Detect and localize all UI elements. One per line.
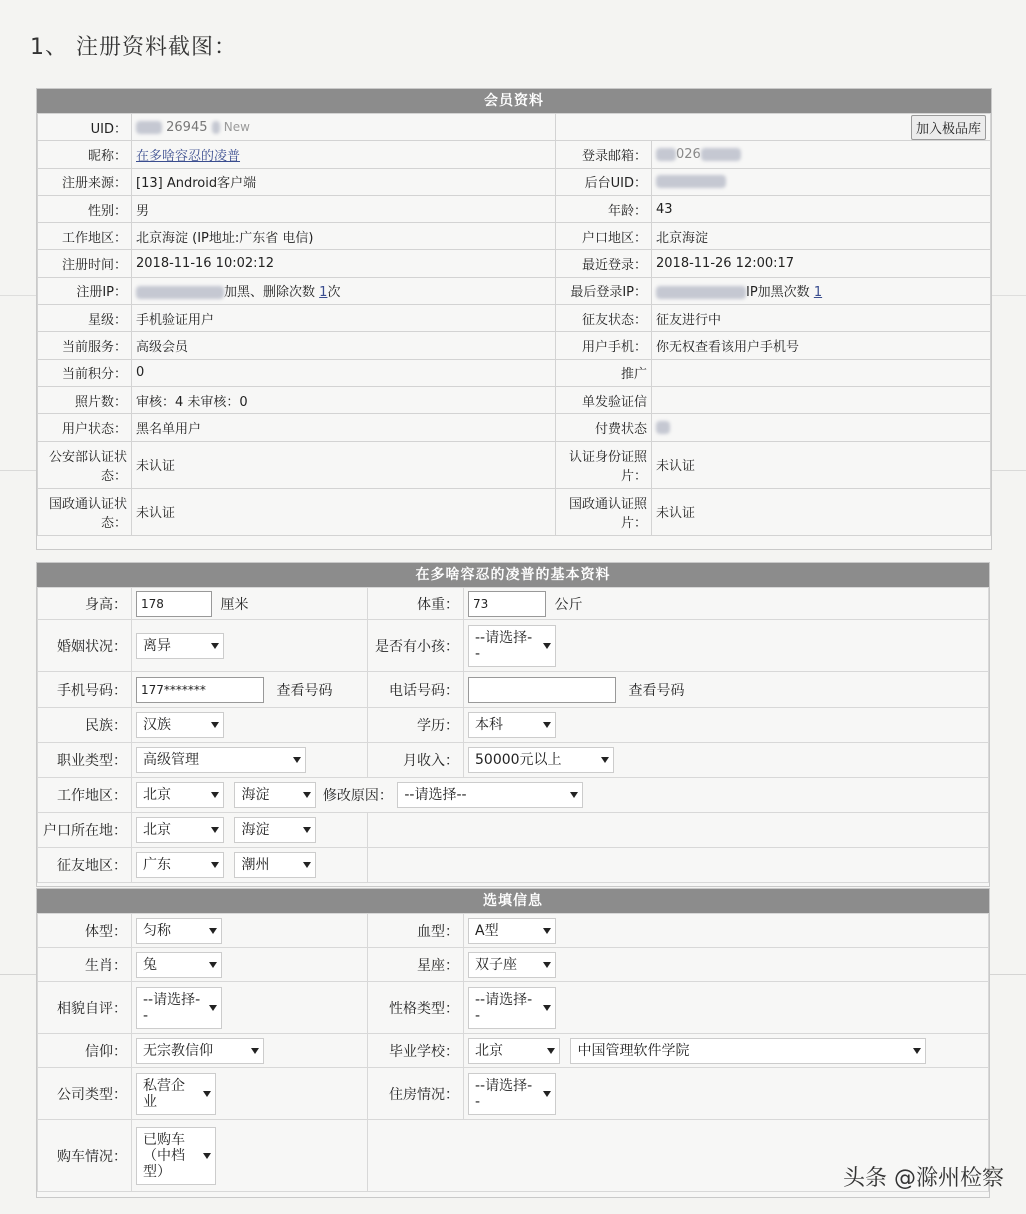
chevron-down-icon bbox=[543, 1005, 551, 1011]
reason-label: 修改原因： bbox=[322, 788, 393, 804]
chevron-down-icon bbox=[209, 928, 217, 934]
seek-province-select[interactable]: 广东 bbox=[136, 852, 224, 878]
optional-info-table bbox=[37, 913, 989, 1192]
last-login-label: 最近登录： bbox=[556, 250, 652, 277]
school-select[interactable]: 中国管理软件学院 bbox=[570, 1038, 926, 1064]
ethnic-label: 民族： bbox=[38, 708, 132, 743]
pay-status-label: 付费状态 bbox=[556, 414, 652, 441]
chevron-down-icon bbox=[303, 792, 311, 798]
school-label: 毕业学校： bbox=[368, 1034, 464, 1068]
photos-label: 照片数： bbox=[38, 386, 132, 413]
backend-uid-value bbox=[652, 168, 991, 195]
chevron-down-icon bbox=[543, 643, 551, 649]
faith-select[interactable]: 无宗教信仰 bbox=[136, 1038, 264, 1064]
company-label: 公司类型： bbox=[38, 1068, 132, 1120]
basic-info-header: 在多啥容忍的凌普的基本资料 bbox=[37, 563, 989, 587]
weight-input[interactable]: 73 bbox=[468, 591, 546, 617]
reg-ip-count-link[interactable]: 1 bbox=[319, 285, 328, 301]
friend-status-label: 征友状态： bbox=[556, 305, 652, 332]
email-value: 026 bbox=[652, 141, 991, 168]
body-select[interactable]: 匀称 bbox=[136, 918, 222, 944]
blood-select[interactable]: A型 bbox=[468, 918, 556, 944]
hukou-label: 户口地区： bbox=[556, 223, 652, 250]
member-info-header: 会员资料 bbox=[37, 89, 991, 113]
chevron-down-icon bbox=[547, 1048, 555, 1054]
guozheng-photo-value: 未认证 bbox=[652, 488, 991, 535]
nickname-label: 昵称： bbox=[38, 141, 132, 168]
points-value: 0 bbox=[132, 359, 556, 386]
work-city-select[interactable]: 北京 bbox=[136, 782, 224, 808]
optional-info-header: 选填信息 bbox=[37, 889, 989, 913]
kids-label: 是否有小孩： bbox=[368, 620, 464, 672]
source-value: [13] Android客户端 bbox=[132, 168, 556, 195]
guozheng-photo-label: 国政通认证照片： bbox=[556, 488, 652, 535]
chevron-down-icon bbox=[570, 792, 578, 798]
star-label: 星级： bbox=[38, 305, 132, 332]
zodiac-select[interactable]: 兔 bbox=[136, 952, 222, 978]
last-ip-count-link[interactable]: 1 bbox=[813, 285, 823, 301]
personality-label: 性格类型： bbox=[368, 982, 464, 1034]
nickname-link[interactable]: 在多啥容忍的凌普 bbox=[136, 148, 241, 164]
star-sign-label: 星座： bbox=[368, 948, 464, 982]
chevron-down-icon bbox=[293, 757, 301, 763]
last-ip-value: IP加黑次数 1 bbox=[652, 277, 991, 304]
id-photo-value: 未认证 bbox=[652, 441, 991, 488]
uid-label: UID： bbox=[38, 114, 132, 141]
reg-time-value: 2018-11-16 10:02:12 bbox=[132, 250, 556, 277]
mobile-input[interactable]: 177******* bbox=[136, 677, 264, 703]
car-label: 购车情况： bbox=[38, 1120, 132, 1192]
gender-label: 性别： bbox=[38, 195, 132, 222]
backend-uid-label: 后台UID： bbox=[556, 168, 652, 195]
hukou-form-label: 户口所在地： bbox=[38, 813, 132, 848]
body-label: 体型： bbox=[38, 914, 132, 948]
add-to-premium-button[interactable]: 加入极品库 bbox=[911, 115, 986, 140]
looks-select[interactable]: --请选择-- bbox=[136, 987, 222, 1029]
car-select[interactable]: 已购车（中档型） bbox=[136, 1127, 216, 1185]
hukou-value: 北京海淀 bbox=[652, 223, 991, 250]
new-badge: New bbox=[223, 119, 250, 134]
gender-value: 男 bbox=[132, 195, 556, 222]
job-select[interactable]: 高级管理 bbox=[136, 747, 306, 773]
member-info-table bbox=[37, 113, 991, 536]
income-label: 月收入： bbox=[368, 743, 464, 778]
chevron-down-icon bbox=[211, 862, 219, 868]
chevron-down-icon bbox=[303, 827, 311, 833]
edu-select[interactable]: 本科 bbox=[468, 712, 556, 738]
guozheng-auth-value: 未认证 bbox=[132, 488, 556, 535]
source-label: 注册来源： bbox=[38, 168, 132, 195]
pay-status-value bbox=[652, 414, 991, 441]
hukou-city-select[interactable]: 北京 bbox=[136, 817, 224, 843]
photos-value: 审核：4 未审核：0 bbox=[132, 386, 556, 413]
mobile-label: 手机号码： bbox=[38, 672, 132, 708]
looks-label: 相貌自评： bbox=[38, 982, 132, 1034]
age-label: 年龄： bbox=[556, 195, 652, 222]
seek-area-label: 征友地区： bbox=[38, 848, 132, 883]
chevron-down-icon bbox=[209, 962, 217, 968]
height-label: 身高： bbox=[38, 588, 132, 620]
zodiac-label: 生肖： bbox=[38, 948, 132, 982]
blood-label: 血型： bbox=[368, 914, 464, 948]
ethnic-select[interactable]: 汉族 bbox=[136, 712, 224, 738]
reg-ip-value: 加黑、删除次数 1次 bbox=[132, 277, 556, 304]
user-phone-value: 你无权查看该用户手机号 bbox=[652, 332, 991, 359]
age-value: 43 bbox=[652, 195, 991, 222]
chevron-down-icon bbox=[211, 792, 219, 798]
hukou-district-select[interactable]: 海淀 bbox=[234, 817, 316, 843]
chevron-down-icon bbox=[211, 827, 219, 833]
housing-select[interactable]: --请选择-- bbox=[468, 1073, 556, 1115]
work-area-form-label: 工作地区： bbox=[38, 778, 132, 813]
police-auth-value: 未认证 bbox=[132, 441, 556, 488]
weight-label: 体重： bbox=[368, 588, 464, 620]
points-label: 当前积分： bbox=[38, 359, 132, 386]
chevron-down-icon bbox=[303, 862, 311, 868]
chevron-down-icon bbox=[203, 1153, 211, 1159]
chevron-down-icon bbox=[251, 1048, 259, 1054]
chevron-down-icon bbox=[543, 722, 551, 728]
chevron-down-icon bbox=[601, 757, 609, 763]
friend-status-value: 征友进行中 bbox=[652, 305, 991, 332]
user-phone-label: 用户手机： bbox=[556, 332, 652, 359]
promo-label: 推广 bbox=[556, 359, 652, 386]
chevron-down-icon bbox=[543, 1091, 551, 1097]
watermark: 头条 @滁州检察 bbox=[843, 1166, 1004, 1191]
chevron-down-icon bbox=[543, 928, 551, 934]
reason-select[interactable]: --请选择-- bbox=[397, 782, 583, 808]
page-title: 1、 注册资料截图： bbox=[30, 35, 237, 60]
chevron-down-icon bbox=[209, 1005, 217, 1011]
job-label: 职业类型： bbox=[38, 743, 132, 778]
email-label: 登录邮箱： bbox=[556, 141, 652, 168]
basic-info-table bbox=[37, 587, 989, 883]
chevron-down-icon bbox=[203, 1091, 211, 1097]
chevron-down-icon bbox=[913, 1048, 921, 1054]
chevron-down-icon bbox=[543, 962, 551, 968]
reg-time-label: 注册时间： bbox=[38, 250, 132, 277]
star-value: 手机验证用户 bbox=[132, 305, 556, 332]
company-select[interactable]: 私营企业 bbox=[136, 1073, 216, 1115]
height-input[interactable]: 178 bbox=[136, 591, 212, 617]
service-label: 当前服务： bbox=[38, 332, 132, 359]
guozheng-auth-label: 国政通认证状态： bbox=[38, 488, 132, 535]
star-sign-select[interactable]: 双子座 bbox=[468, 952, 556, 978]
user-status-value: 黑名单用户 bbox=[132, 414, 556, 441]
chevron-down-icon bbox=[211, 722, 219, 728]
last-login-value: 2018-11-26 12:00:17 bbox=[652, 250, 991, 277]
police-auth-label: 公安部认证状态： bbox=[38, 441, 132, 488]
reg-ip-label: 注册IP： bbox=[38, 277, 132, 304]
seek-city-select[interactable]: 潮州 bbox=[234, 852, 316, 878]
work-area-label: 工作地区： bbox=[38, 223, 132, 250]
last-ip-label: 最后登录IP： bbox=[556, 277, 652, 304]
marriage-label: 婚姻状况： bbox=[38, 620, 132, 672]
personality-select[interactable]: --请选择-- bbox=[468, 987, 556, 1029]
work-district-select[interactable]: 海淀 bbox=[234, 782, 316, 808]
basic-info-panel bbox=[36, 562, 990, 887]
user-status-label: 用户状态： bbox=[38, 414, 132, 441]
height-unit: 厘米 bbox=[220, 596, 249, 613]
school-city-select[interactable]: 北京 bbox=[468, 1038, 560, 1064]
work-area-value: 北京海淀 (IP地址:广东省 电信) bbox=[132, 223, 556, 250]
uid-value: 26945 New bbox=[132, 114, 556, 141]
tel-label: 电话号码： bbox=[368, 672, 464, 708]
housing-label: 住房情况： bbox=[368, 1068, 464, 1120]
edu-label: 学历： bbox=[368, 708, 464, 743]
income-select[interactable]: 50000元以上 bbox=[468, 747, 614, 773]
chevron-down-icon bbox=[211, 643, 219, 649]
optional-info-panel bbox=[36, 888, 990, 1198]
kids-select[interactable]: --请选择-- bbox=[468, 625, 556, 667]
id-photo-label: 认证身份证照片： bbox=[556, 441, 652, 488]
tel-input[interactable] bbox=[468, 677, 616, 703]
view-mobile-link[interactable]: 查看号码 bbox=[276, 682, 333, 699]
view-tel-link[interactable]: 查看号码 bbox=[628, 682, 685, 699]
send-verify-label: 单发验证信 bbox=[556, 386, 652, 413]
service-value: 高级会员 bbox=[132, 332, 556, 359]
marriage-select[interactable]: 离异 bbox=[136, 633, 224, 659]
weight-unit: 公斤 bbox=[554, 596, 583, 613]
faith-label: 信仰： bbox=[38, 1034, 132, 1068]
member-info-panel bbox=[36, 88, 992, 550]
